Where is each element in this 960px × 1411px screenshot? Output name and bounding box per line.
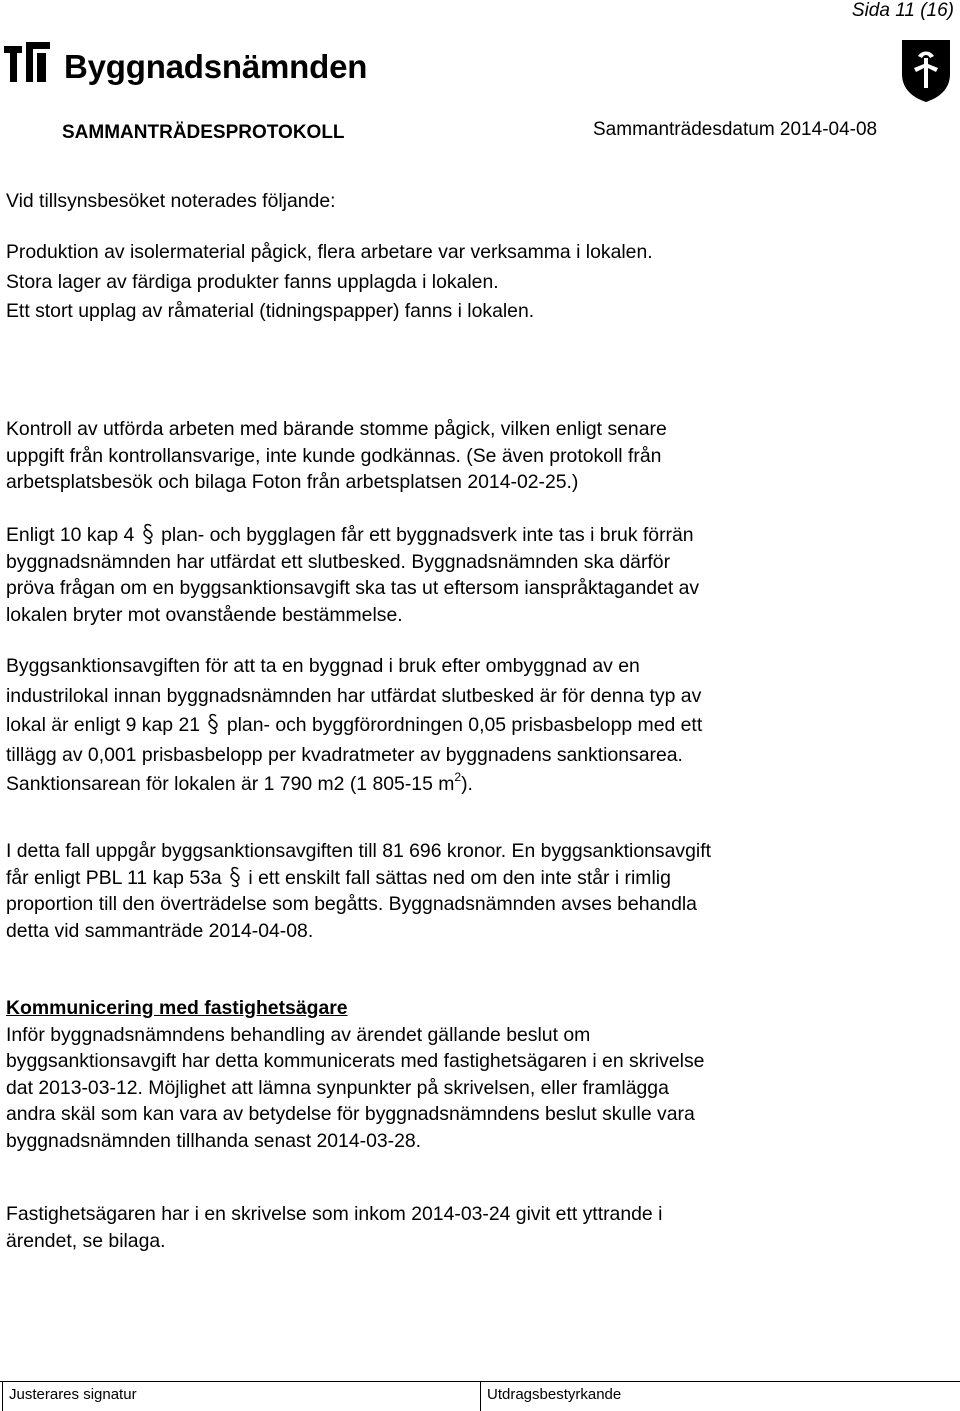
text-line: Inför byggnadsnämndens behandling av ärendet gällande beslut om (6, 1023, 591, 1046)
organization-name: Byggnadsnämnden (64, 48, 368, 85)
text-line: detta vid sammanträde 2014-04-08. (6, 919, 314, 942)
section-heading: Kommunicering med fastighetsägare (6, 997, 348, 1019)
text-line: Vid tillsynsbesöket noterades följande: (6, 190, 336, 212)
owner-reply-paragraph (6, 1201, 906, 1254)
findings-list (6, 238, 906, 327)
finding-line: Produktion av isolermaterial pågick, flera arbetare var verksamma i lokalen. (6, 241, 653, 263)
section-sign-icon (229, 866, 241, 888)
section-sign-icon (142, 523, 154, 545)
control-paragraph (6, 416, 906, 496)
amount-paragraph (6, 838, 906, 944)
text-fragment: lokal är enligt 9 kap 21 (6, 714, 201, 736)
text-line: arbetsplatsbesök och bilaga Foton från arbetsplatsen 2014-02-25.) (6, 471, 579, 493)
text-line: Fastighetsägaren har i en skrivelse som inkom 2014-03-24 givit ett yttrande i (6, 1203, 663, 1225)
intro-paragraph (6, 188, 906, 216)
signature-footer (0, 1381, 960, 1411)
page-number: Sida 11 (16) (851, 0, 954, 21)
text-line: tillägg av 0,001 prisbasbelopp per kvadratmeter av byggnadens sanktionsarea. (6, 743, 683, 766)
coat-of-arms-icon (900, 38, 952, 104)
text-fragment: plan- och byggförordningen 0,05 prisbasbelopp med ett (226, 714, 703, 736)
text-line: ärendet, se bilaga. (6, 1229, 166, 1252)
text-line: industrilokal innan byggnadsnämnden har utfärdat slutbesked är för denna typ av (6, 684, 702, 707)
text-line: Kontroll av utförda arbeten med bärande stomme pågick, vilken enligt senare (6, 418, 667, 440)
text-line (6, 770, 906, 800)
fee-paragraph (6, 652, 906, 800)
text-fragment: ). (461, 773, 473, 795)
text-fragment: får enligt PBL 11 kap 53a (6, 866, 222, 889)
text-line: dat 2013-03-12. Möjlighet att lämna synpunkter på skrivelsen, eller framlägga (6, 1076, 669, 1099)
text-fragment: plan- och bygglagen får ett byggnadsverk inte tas i bruk förrän (161, 524, 694, 546)
text-line: byggnadsnämnden har utfärdat ett slutbesked. Byggnadsnämnden ska därför (6, 550, 671, 573)
extract-certification-field[interactable] (480, 1382, 957, 1411)
text-line: Byggsanktionsavgiften för att ta en byggnad i bruk efter ombyggnad av en (6, 655, 640, 677)
text-line: pröva frågan om en byggsanktionsavgift ska tas ut eftersom ianspråktagandet av (6, 577, 700, 599)
law-paragraph (6, 522, 906, 628)
signature-label: Justerares signatur (9, 1386, 137, 1403)
text-line (6, 711, 906, 741)
text-line: byggnadsnämnden tillhanda senast 2014-03-28. (6, 1129, 422, 1152)
document-type: SAMMANTRÄDESPROTOKOLL (62, 122, 345, 143)
text-fragment: Enligt 10 kap 4 (6, 524, 135, 546)
text-fragment: i ett enskilt fall sättas ned om den inte står i rimlig (248, 866, 671, 889)
text-line: lokalen bryter mot ovanstående bestämmelse. (6, 603, 403, 626)
text-line: byggsanktionsavgift har detta kommunicerats med fastighetsägaren i en skrivelse (6, 1050, 705, 1072)
finding-line: Stora lager av färdiga produkter fanns upplagda i lokalen. (6, 270, 499, 293)
communication-section (6, 995, 906, 1154)
signature-field[interactable] (2, 1382, 479, 1411)
text-line: I detta fall uppgår byggsanktionsavgiften till 81 696 kronor. En byggsanktionsavgift (6, 840, 711, 862)
text-line: andra skäl som kan vara av betydelse för byggnadsnämndens beslut skulle vara (6, 1103, 695, 1125)
finding-line: Ett stort upplag av råmaterial (tidningspapper) fanns i lokalen. (6, 300, 535, 322)
text-line: uppgift från kontrollansvarige, inte kunde godkännas. (Se även protokoll från (6, 444, 662, 467)
text-line (6, 865, 906, 892)
text-line: proportion till den överträdelse som begåtts. Byggnadsnämnden avses behandla (6, 893, 697, 915)
section-sign-icon (207, 713, 219, 735)
text-fragment: Sanktionsarean för lokalen är 1 790 m2 (1 805-15 m (6, 773, 455, 795)
text-line (6, 522, 906, 549)
meeting-date: Sammanträdesdatum 2014-04-08 (593, 119, 878, 140)
superscript: 2 (454, 770, 462, 784)
extract-label: Utdragsbestyrkande (487, 1386, 622, 1403)
municipality-logo-icon (4, 40, 50, 82)
